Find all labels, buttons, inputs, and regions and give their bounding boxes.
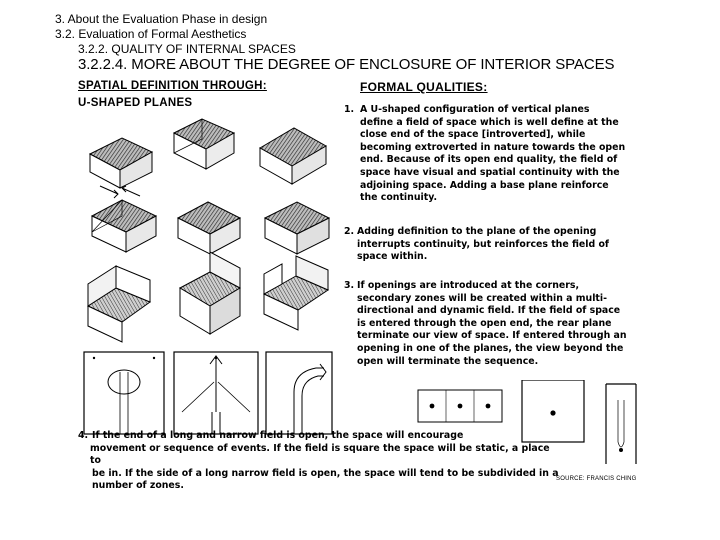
u-box-diagram — [174, 119, 234, 169]
breadcrumb-line-2: 3.2. Evaluation of Formal Aesthetics — [55, 27, 247, 41]
u-box-diagram — [264, 256, 328, 330]
right-heading: FORMAL QUALITIES: — [360, 80, 488, 94]
u-box-diagram — [178, 202, 240, 254]
text-line: adjoining space. Adding a base plane reinforce — [360, 179, 609, 191]
page-title: 3.2.2.4. MORE ABOUT THE DEGREE OF ENCLOSURE OF INTERIOR SPACES — [78, 56, 615, 73]
field-plan-diagrams — [410, 380, 650, 468]
text-line: movement or sequence of events. If the field is square the space will be static, a place to — [90, 442, 550, 467]
text-line: is entered through the open end, the rear plane — [357, 317, 612, 329]
plan-diagram — [266, 352, 332, 434]
quality-item-3-number: 3. — [344, 280, 355, 291]
u-box-diagram — [92, 200, 156, 252]
square-field-diagram — [522, 380, 584, 442]
u-shaped-planes-illustrations — [70, 108, 340, 438]
text-line: define a field of space which is well define at the — [360, 116, 619, 128]
source-credit: SOURCE: FRANCIS CHING — [556, 476, 637, 482]
text-line: number of zones. — [92, 480, 184, 492]
quality-item-4-number: 4. — [78, 430, 89, 441]
u-box-diagram — [265, 202, 329, 254]
text-line: directional and dynamic field. If the field of space — [357, 305, 621, 317]
quality-item-2 — [357, 226, 649, 264]
text-line: end. Because of its open end quality, the field of — [360, 154, 618, 166]
text-line: secondary zones will be created within a multi- — [357, 292, 608, 304]
text-line: A U-shaped configuration of vertical planes — [360, 104, 590, 115]
text-line: space within. — [357, 251, 428, 263]
plan-diagram — [84, 352, 164, 434]
text-line: the continuity. — [360, 192, 437, 204]
left-heading: SPATIAL DEFINITION THROUGH: — [78, 80, 267, 92]
breadcrumb-line-1: 3. About the Evaluation Phase in design — [55, 12, 268, 26]
u-box-diagram — [260, 128, 326, 184]
text-line: space have visual and spatial continuity with the — [360, 166, 620, 178]
long-narrow-field-diagram — [418, 390, 502, 422]
breadcrumb-line-3: 3.2.2. QUALITY OF INTERNAL SPACES — [78, 42, 296, 56]
text-line: opening in one of the planes, the view beyond the — [357, 342, 624, 354]
text-line: terminate our view of space. If entered through an — [357, 330, 627, 342]
u-box-diagram — [180, 252, 240, 334]
text-line: interrupts continuity, but reinforces the field of — [357, 238, 609, 250]
quality-item-3 — [357, 280, 649, 368]
left-subheading: U-SHAPED PLANES — [78, 97, 193, 109]
long-field-open-end-diagram — [606, 384, 636, 464]
text-line: Adding definition to the plane of the opening — [357, 226, 597, 237]
quality-item-2-number: 2. — [344, 226, 355, 237]
text-line: becoming extroverted in nature towards the open — [360, 141, 626, 153]
text-line: be in. If the side of a long narrow field is open, the space will tend to be subdivided in a — [92, 467, 559, 479]
text-line: If openings are introduced at the corners, — [357, 280, 580, 291]
text-line: If the end of a long and narrow field is open, the space will encourage — [92, 430, 464, 441]
plan-diagram — [174, 352, 258, 434]
u-box-diagram — [88, 266, 150, 342]
quality-item-1-number: 1. — [344, 104, 355, 115]
text-line: open will terminate the sequence. — [357, 355, 539, 367]
quality-item-1 — [360, 104, 650, 205]
text-line: close end of the space [introverted], while — [360, 129, 586, 141]
u-box-diagram — [90, 138, 152, 198]
